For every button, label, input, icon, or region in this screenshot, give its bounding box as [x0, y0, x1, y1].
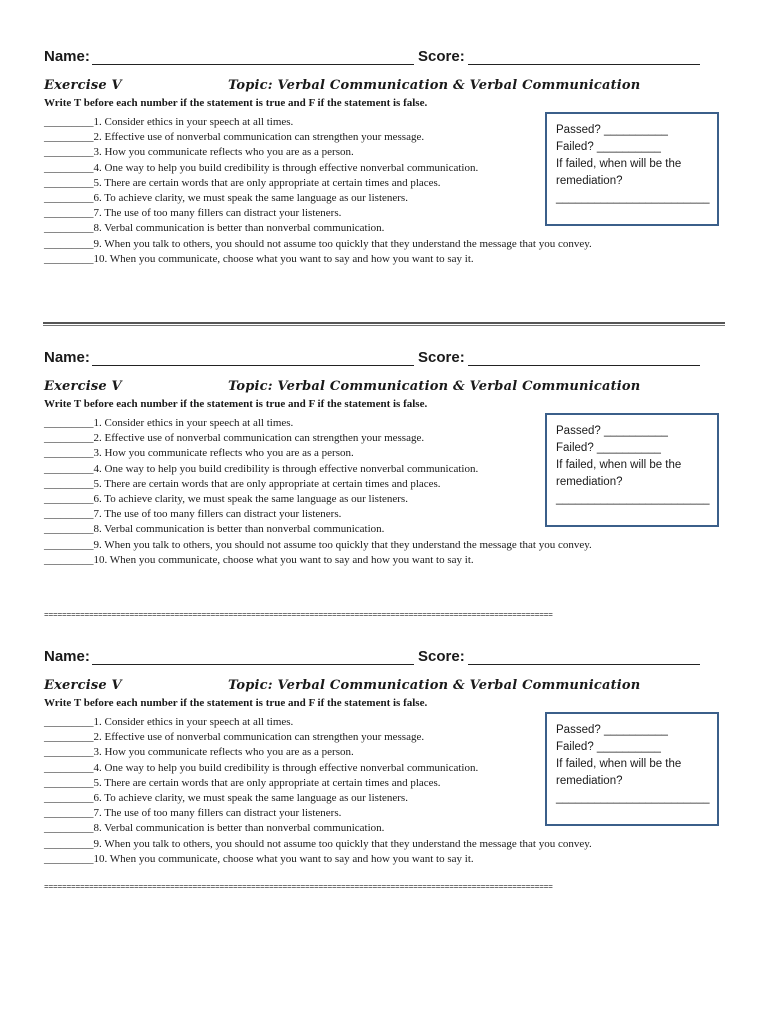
topic-title: Topic: Verbal Communication & Verbal Communication [228, 78, 641, 93]
score-label: Score: [418, 349, 465, 366]
remediation-label: remediation? [556, 175, 623, 187]
statement-item: _________2. Effective use of nonverbal communication can strengthen your message. [44, 432, 425, 445]
statement-item: _________5. There are certain words that are only appropriate at certain times and places. [44, 776, 441, 789]
exercise-heading [44, 78, 704, 98]
statement-item: _________6. To achieve clarity, we must speak the same language as our listeners. [44, 791, 408, 804]
if-failed-label: If failed, when will be the [556, 758, 682, 770]
result-box [545, 112, 719, 226]
section-divider [43, 322, 725, 327]
equals-divider: ================================================================================================================= [44, 611, 553, 620]
statement-item: _________2. Effective use of nonverbal communication can strengthen your message. [44, 731, 425, 744]
result-box [545, 413, 719, 527]
exercise-section-3 [0, 648, 768, 898]
statement-item: _________1. Consider ethics in your speech at all times. [44, 116, 294, 128]
statement-item: _________9. When you talk to others, you should not assume too quickly that they understand the message that you convey. [44, 837, 592, 850]
score-blank[interactable] [468, 664, 700, 665]
statement-item: _________5. There are certain words that are only appropriate at certain times and places. [44, 176, 441, 189]
statement-item: _________5. There are certain words that are only appropriate at certain times and places. [44, 477, 441, 490]
name-score-row [44, 648, 704, 668]
exercise-heading [44, 379, 704, 399]
failed-field: Failed? __________ [556, 442, 661, 454]
statement-item: _________6. To achieve clarity, we must speak the same language as our listeners. [44, 492, 408, 505]
instructions: Write T before each number if the statement is true and F if the statement is false. [44, 697, 428, 709]
score-label: Score: [418, 48, 465, 65]
statement-item: _________7. The use of too many fillers can distract your listeners. [44, 207, 342, 220]
if-failed-label: If failed, when will be the [556, 459, 682, 471]
topic-title: Topic: Verbal Communication & Verbal Communication [228, 678, 641, 693]
statement-item: _________3. How you communicate reflects who you are as a person. [44, 447, 354, 460]
statement-item: _________7. The use of too many fillers can distract your listeners. [44, 807, 342, 820]
statement-item: _________3. How you communicate reflects who you are as a person. [44, 146, 354, 159]
statement-item: _________9. When you talk to others, you should not assume too quickly that they understand the message that you convey. [44, 237, 592, 250]
name-blank[interactable] [92, 664, 414, 665]
statement-item: _________1. Consider ethics in your speech at all times. [44, 417, 294, 429]
statement-item: _________3. How you communicate reflects who you are as a person. [44, 746, 354, 759]
score-blank[interactable] [468, 365, 700, 366]
statement-item: _________8. Verbal communication is better than nonverbal communication. [44, 523, 385, 536]
statement-item: _________10. When you communicate, choose what you want to say and how you want to say it. [44, 252, 474, 265]
statement-item: _________6. To achieve clarity, we must speak the same language as our listeners. [44, 191, 408, 204]
remediation-blank: ________________________ [556, 792, 710, 804]
statement-item: _________8. Verbal communication is better than nonverbal communication. [44, 822, 385, 835]
result-box [545, 712, 719, 826]
passed-field: Passed? __________ [556, 724, 668, 736]
failed-field: Failed? __________ [556, 141, 661, 153]
passed-field: Passed? __________ [556, 124, 668, 136]
failed-field: Failed? __________ [556, 741, 661, 753]
name-label: Name: [44, 349, 90, 366]
exercise-heading [44, 678, 704, 698]
statement-item: _________7. The use of too many fillers can distract your listeners. [44, 508, 342, 521]
statement-item: _________4. One way to help you build credibility is through effective nonverbal communication. [44, 761, 479, 774]
remediation-label: remediation? [556, 775, 623, 787]
remediation-blank: ________________________ [556, 493, 710, 505]
name-label: Name: [44, 48, 90, 65]
equals-divider: ================================================================================================================= [44, 883, 553, 892]
if-failed-label: If failed, when will be the [556, 158, 682, 170]
score-label: Score: [418, 648, 465, 665]
exercise-label: Exercise V [44, 678, 122, 693]
remediation-blank: ________________________ [556, 192, 710, 204]
name-score-row [44, 349, 704, 369]
name-score-row [44, 48, 704, 68]
statement-item: _________10. When you communicate, choose what you want to say and how you want to say it. [44, 852, 474, 865]
instructions: Write T before each number if the statement is true and F if the statement is false. [44, 97, 428, 109]
name-blank[interactable] [92, 365, 414, 366]
exercise-label: Exercise V [44, 379, 122, 394]
exercise-label: Exercise V [44, 78, 122, 93]
statement-item: _________2. Effective use of nonverbal communication can strengthen your message. [44, 131, 425, 144]
score-blank[interactable] [468, 64, 700, 65]
statement-item: _________4. One way to help you build credibility is through effective nonverbal communication. [44, 462, 479, 475]
exercise-section-2 [0, 349, 768, 599]
name-label: Name: [44, 648, 90, 665]
statement-item: _________9. When you talk to others, you should not assume too quickly that they understand the message that you convey. [44, 538, 592, 551]
statement-item: _________10. When you communicate, choose what you want to say and how you want to say it. [44, 553, 474, 566]
instructions: Write T before each number if the statement is true and F if the statement is false. [44, 398, 428, 410]
exercise-section-1 [0, 48, 768, 298]
topic-title: Topic: Verbal Communication & Verbal Communication [228, 379, 641, 394]
statement-item: _________8. Verbal communication is better than nonverbal communication. [44, 222, 385, 235]
passed-field: Passed? __________ [556, 425, 668, 437]
statement-item: _________4. One way to help you build credibility is through effective nonverbal communication. [44, 161, 479, 174]
name-blank[interactable] [92, 64, 414, 65]
statement-item: _________1. Consider ethics in your speech at all times. [44, 716, 294, 728]
remediation-label: remediation? [556, 476, 623, 488]
